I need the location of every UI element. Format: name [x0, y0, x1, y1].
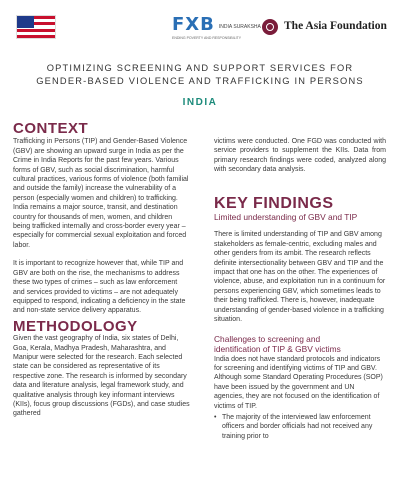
- asia-foundation-logo-icon: [262, 19, 278, 35]
- fxb-logo-tagline: ENDING POVERTY AND RESPONSIBILITY: [172, 36, 242, 40]
- bullet-icon: •: [214, 413, 217, 421]
- context-paragraph-2: It is important to recognize however that, while TIP and GBV are both on the rise, the mechanisms to address these two types of crimes – such as law enforcement and services provided to victims – are not adequately equipped to respond, indicating a deficiency in the state and non-state service delivery apparatus.: [13, 260, 186, 315]
- title-line-2: GENDER-BASED VIOLENCE AND TRAFFICKING IN PERSONS: [36, 76, 364, 86]
- finding-2-heading-line-1: Challenges to screening and: [214, 333, 321, 344]
- finding-2-paragraph: India does not have standard protocols and indicators for screening and identifying victims of TIP and GBV. Although some Standard Operating Procedures (SOP) have been issued by the government and UN agencies, they are not focused on the identification of victims of TIP.: [214, 355, 383, 410]
- methodology-paragraph-1: Given the vast geography of India, six states of Delhi, Goa, Kerala, Madhya Pradesh, Maharashtra, and Manipur were selected for the research. Each selected state can be considered as representative of its respective zone. The research is informed by secondary data and literature analysis, legal framework study, and qualitative analysis through key informant interviews (KIIs), focus group discussions (FGDs), and case studies gathered: [13, 335, 190, 418]
- finding-2-heading: [214, 334, 386, 354]
- methodology-heading: METHODOLOGY: [13, 317, 138, 335]
- fxb-logo-name: INDIA SURAKSHA: [218, 24, 261, 30]
- finding-2-bullet-1-text: The majority of the interviewed law enforcement officers and border officials had not received any training prior to: [222, 413, 373, 440]
- document-title: [0, 62, 400, 88]
- left-column: [13, 120, 190, 419]
- fxb-logo-mark: FXB: [172, 14, 215, 35]
- title-line-1: OPTIMIZING SCREENING AND SUPPORT SERVICES FOR: [46, 63, 354, 73]
- fxb-logo: [172, 16, 261, 44]
- right-column: [214, 137, 386, 441]
- methodology-continued-paragraph: victims were conducted. One FGD was conducted with service providers to supplement the KIIs. Data from primary research findings were coded, analyzed along with secondary data analysis.: [214, 138, 386, 174]
- finding-1-paragraph: There is limited understanding of TIP and GBV among stakeholders as female-centric, excluding males and other genders from its ambit. The research reflects definite intersectionality between GBV and TIP and the impact that one has on the other. The experiences of violence, abuse, and exploitation run in a continuum for persons experiencing GBV, which sometimes leads to their being trafficked. There is, however, inadequate understanding of gender-based violence in a trafficking situation.: [214, 231, 386, 324]
- us-flag-icon: [16, 15, 56, 39]
- finding-2-bullet-1: [214, 413, 386, 441]
- country-label: INDIA: [182, 97, 218, 108]
- key-findings-heading: KEY FINDINGS: [214, 194, 334, 212]
- context-paragraph-1: Trafficking in Persons (TIP) and Gender-Based Violence (GBV) are showing an upward surge in India as per the Crime in India Reports for the past few years. Various forms of GBV, such as social discrimination, harmful cultural practices, various forms of violence (both familial and outside the family) increase the vulnerability of a person (especially women and children) to trafficking. India remains a major source, transit, and destination country for thousands of men, women, and children being trafficked internally and cross-border every year – especially for commercial sexual exploitation and forced labor.: [13, 138, 189, 249]
- page-header: [0, 0, 400, 52]
- asia-foundation-name: The Asia Foundation: [284, 20, 387, 32]
- context-heading: CONTEXT: [13, 120, 89, 137]
- finding-2-heading-line-2: identification of TIP & GBV victims: [214, 343, 341, 354]
- finding-1-heading: Limited understanding of GBV and TIP: [214, 212, 358, 223]
